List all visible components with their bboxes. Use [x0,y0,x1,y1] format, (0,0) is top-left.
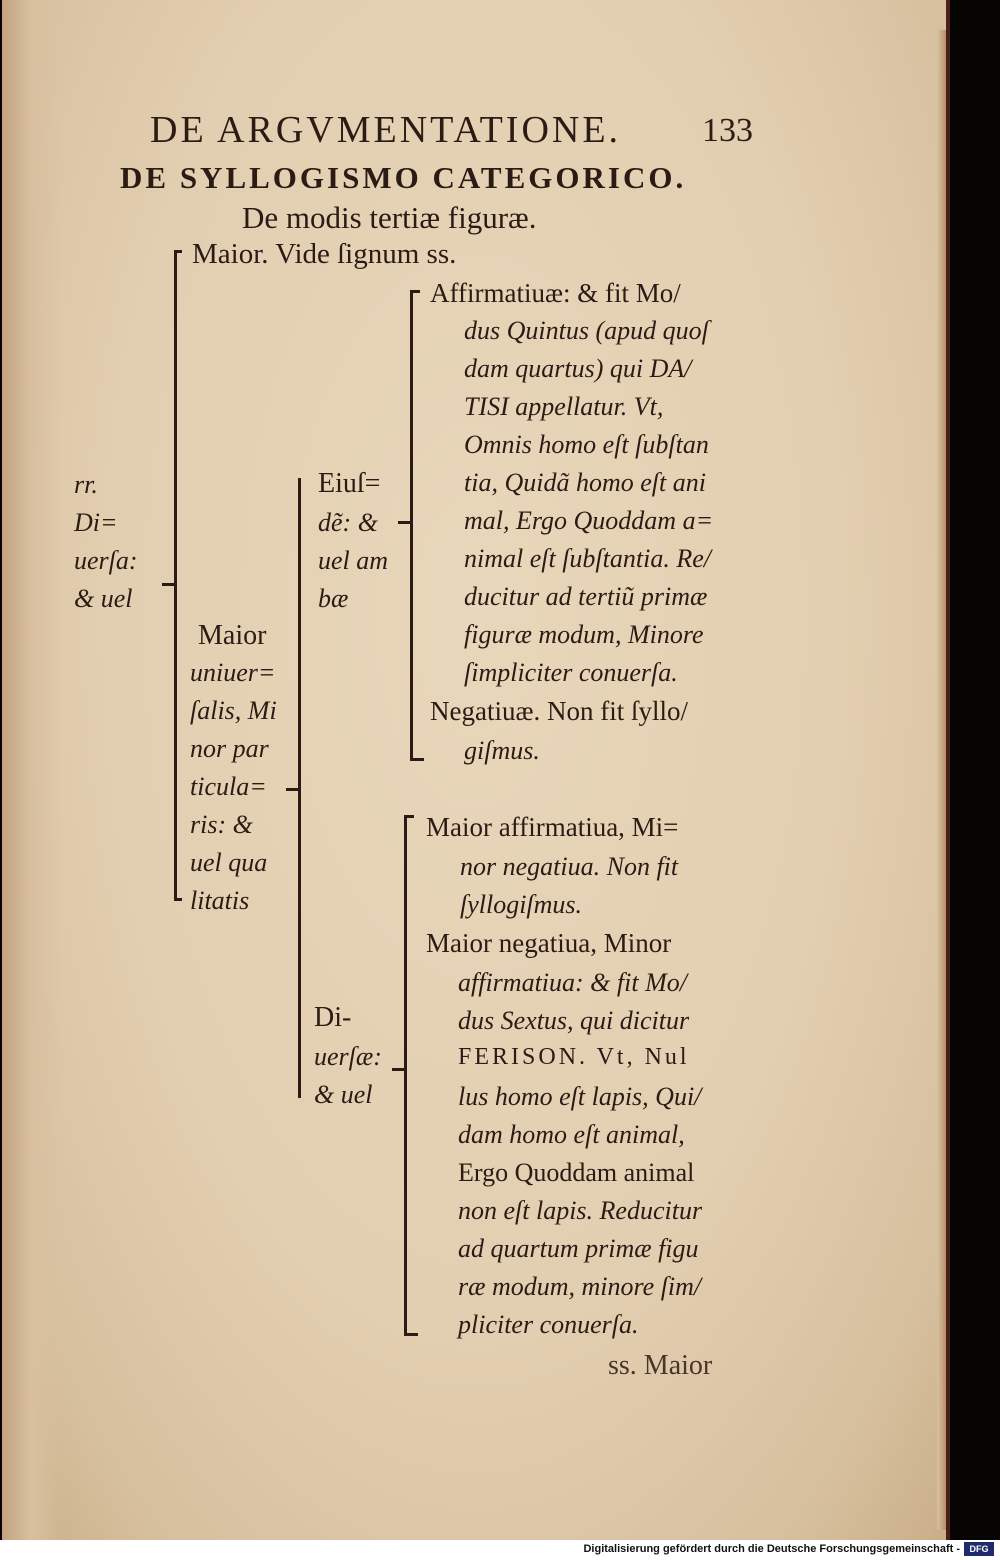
affirm-line: figuræ modum, Minore [464,620,704,649]
mneg-line: FERISON. Vt, Nul [458,1044,690,1070]
col2-line: uel qua [190,848,268,877]
margin-line: & uel [74,584,133,613]
diuersae-line: Di- [314,1002,352,1033]
col2-line: ticula= [190,772,267,801]
maff-line: ſyllogiſmus. [460,890,583,919]
eiusdem-line: uel am [318,546,389,575]
affirm-line: ducitur ad tertiũ primæ [464,582,708,611]
footer-credit: Digitalisierung gefördert durch die Deutsche Forschungsgemeinschaft - [583,1543,960,1555]
mneg-line: ræ modum, minore ſim/ [458,1272,702,1301]
page-number: 133 [702,112,753,149]
catchword: ss. Maior [608,1350,713,1381]
subtitle: De modis tertiæ figuræ. [242,200,537,235]
maff-line: nor negatiua. Non fit [460,852,679,881]
mneg-line: Ergo Quoddam animal [458,1158,695,1187]
col2-line: ris: & [190,810,253,839]
affirm-line: Omnis homo eſt ſubſtan [464,430,709,459]
mneg-line: Maior negatiua, Minor [426,928,672,958]
affirm-line: TISI appellatur. Vt, [464,392,664,421]
eiusdem-line: bæ [318,584,349,613]
margin-line: rr. [74,470,98,499]
mneg-line: affirmatiua: & fit Mo/ [458,968,687,997]
dfg-logo: DFG [964,1542,994,1556]
page-gutter-shadow [2,0,62,1540]
mneg-line: dus Sextus, qui dicitur [458,1006,690,1035]
col2-line: litatis [190,886,250,915]
mneg-line: non eſt lapis. Reducitur [458,1196,703,1225]
mneg-line: pliciter conuerſa. [458,1310,639,1339]
maff-line: Maior affirmatiua, Mi= [426,812,679,842]
mneg-line: ad quartum primæ figu [458,1234,699,1263]
affirm-line: ſimpliciter conuerſa. [464,658,678,687]
mneg-line: lus homo eſt lapis, Qui/ [458,1082,702,1111]
col2-line: nor par [190,734,269,763]
maior-vide-line: Maior. Vide ſignum ss. [192,238,457,270]
book-edge-strip [946,0,950,1540]
affirm-line: tia, Quidã homo eſt ani [464,468,706,497]
running-title: DE ARGVMENTATIONE. [150,109,622,151]
affirm-line: nimal eſt ſubſtantia. Re/ [464,544,711,573]
margin-line: Di= [74,508,118,537]
eiusdem-line: Eiuſ= [318,468,381,499]
negat-line: giſmus. [464,736,540,765]
mneg-line: dam homo eſt animal, [458,1120,685,1149]
affirm-line: dam quartus) qui DA/ [464,354,692,383]
eiusdem-line: dẽ: & [318,508,378,537]
book-page [2,0,948,1540]
footer-bar [0,1540,1000,1560]
col2-line: Maior [198,620,267,651]
affirm-line: Affirmatiuæ: & fit Mo/ [430,278,681,308]
col2-line: uniuer= [190,658,276,687]
section-title: DE SYLLOGISMO CATEGORICO. [120,160,687,195]
diuersae-line: & uel [314,1080,373,1109]
affirm-line: dus Quintus (apud quoſ [464,316,709,345]
margin-line: uerſa: [74,546,138,575]
diuersae-line: uerſæ: [314,1042,382,1071]
affirm-line: mal, Ergo Quoddam a= [464,506,714,535]
negat-line: Negatiuæ. Non fit ſyllo/ [430,696,688,726]
col2-line: ſalis, Mi [190,696,277,725]
